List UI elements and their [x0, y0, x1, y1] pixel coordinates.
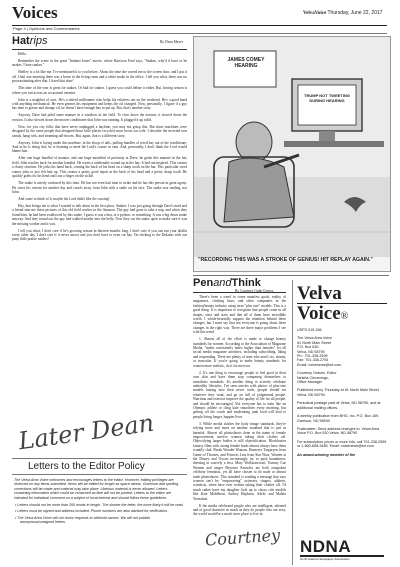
- penandthink-title: PenandThink: [193, 277, 261, 289]
- hatrips-title: Hatrips: [12, 35, 48, 47]
- sidebar-info: [297, 328, 387, 457]
- letters-body: [14, 478, 184, 527]
- hatrips-paragraph: The snake is utterly confused by this time. He has not even had time to strike and he has this person in great agony. He saves his venom for another day and crawls away from John with a smile on his face. The snake was smiling, not John.: [12, 181, 187, 194]
- sidebar-masthead: Velva Voice®: [297, 284, 387, 326]
- penandthink-byline: By Courtney Gube Graves: [235, 289, 274, 293]
- hatrips-paragraph: After one huge handful of manure, and one huge mouthful of profanity at Dave, he grabs this manure in the hay field. John reaches back for another handful. He wears a rattlesnake wound up in the hay. It had run inspired. This creates a chatty reaction. He jerks his hand back, coming the back of his head on a sharp tooth on the bar. This particular word comes john or just felt hair up. This creates a pretty good repair at the back of his head and a pretty sharp tooth. He quickly grabs for his head and cuts a finger on the sickle.: [12, 156, 187, 179]
- sidebar-address: The Velva Area Voice #1 North Main Street P.O. Box 630 Velva, ND 58790 Ph.: 701-338-2599 Fax: 701-338-2705 Email: voicenews@srt.com: [297, 336, 342, 367]
- page-label: Page 4 | Opinions and Commentaries: [13, 26, 80, 31]
- letters-bullet: • Letters must be signed and address included. Phone numbers are also advised for verification.: [15, 509, 168, 514]
- hatrips-paragraph: Remember the scene in the great "Indiana Jones" movie, where Harrison Ford says, "Snakes, why'd it have to be snakes. I hate snakes.": [12, 59, 187, 68]
- hatrips-byline: By Dean Meyer: [160, 40, 183, 44]
- sidebar-staff: Courtney Graves, Editor Neisha Clevenings, Office Manager: [297, 371, 337, 385]
- letters-title: Letters to the Editor Policy: [28, 461, 145, 472]
- cartoon-caption: "RECORDING THIS WAS A STROKE OF GENIUS! HIT REPLAY AGAIN.": [198, 257, 373, 263]
- hatrips-signature: Later Dean: [16, 408, 156, 456]
- hatrips-paragraph: John is a neighbor of ours. He's a retired millionaire who helps his relatives out on the weekend. He's a good hand with anything mechanical. He even greases his equipment and keeps the oil changed. Now, personally, I figure if a guy has time to grease and change oil, he doesn't have enough hay to put up. But, that's another story.: [12, 97, 187, 111]
- hatrips-paragraph: Now, for you city folks that have never unplugged a haybine, you may not grasp this. But those machines were designed by the same people that designed those little plastic recycled snow boots our wife. I describe the inverted iron canals, hang rods, and steaming tall-downs. But, again, that is a different story.: [12, 124, 187, 138]
- letters-intro: The Velva Area Voice welcomes and encourages letters to the editor. However, editing privileges are reserved on any items submitted. Items will be edited for length as space allows. Grammar and spelling corrections will be made and material may take place. Libelous material is never allowed. Letters containing information which could be construed as libel will not be printed. Letters to the editor are intended for individual comment on a subject of local interest and should follow these guidelines:: [14, 478, 179, 500]
- sidebar-usps: USPS 019-156: [297, 328, 322, 332]
- hatrips-paragraph: Anyway, Dave had piled some manure in a windrow in the field. To slow down the erosion, it slowed down the erosion. It also slowed down the mower conditioner that John was running. It plugged it up solid.: [12, 113, 187, 122]
- ndna-logo: [300, 538, 384, 560]
- hatrips-paragraph: And come to think of it, maybe the Lord didn't like the cussing!: [18, 196, 110, 201]
- hatrips-paragraph: I tell you what, I don't care if he's growing season in thirteen months long, I don't care if you can run your alfalfa every other day, I don't care if it never snows and you don't have to even cut hay. I'm sticking to the Dakotas with our puny little prairie rattlers!: [12, 228, 187, 242]
- sidebar-award: An award-winning member of the: [297, 452, 356, 457]
- penandthink-paragraph: 2. It's one thing to encourage people to feel good in their own skin and have them stop comparing themselves to unrealistic standards. It's another thing to actively celebrate unhealthy lifestyles. I've seen articles with photos of plus-size models touting how their never work, people should eat whatever they want, and go on full of judgmental people. Nutrition and exercise improve the quality of life for all people, and should be encouraged. Not everyone has to train like an Olympic athlete or cling kale smoothies every morning, but getting off the couch and moderating junk food will lead to people living longer, happier lives.: [193, 370, 286, 419]
- penandthink-paragraph: If the media celebrated people who are intelligent, talented and of good character as much as they do people who are sexy, the world would be a much nicer place to live in.: [193, 503, 286, 517]
- sidebar-weekly: A weekly publication from BHG, Inc. P.O. Box 169, Garrison, ND 58540: [297, 414, 380, 423]
- penandthink-paragraph: 3. While media slashes the body image standards, they're relying more and more on another standard that is just as harmful. Almost all photoshoots done in the name of female empowerment involve women taking their clothes off. Objectifying larger bodies is still objectification. Blockbuster fantasy films with strong female leads almost always have them scantily clad. Break Wonder Woman, Daenerys Targaryen from Game of Thrones, and Princess Leia from Star Wars. Women at the Disney and Oscars increasingly try to push boundaries, dressing in scarcely a first. Mary Wollstonecraft, Tommy Cue Women and singer Beyonce Knowles are both outspoken celebrity feminists, yet all have chosen to do nude or almost nude photoshoots. This standard is sending a message that says women can't be "empowering" actresses, singers, athletes, scientists, when have ever written taking their clothes off. I'd much rather have my daughter look up to classy role models like Kate Middleton, Audrey Hepburn, Adele, and Malala Yousafzai.: [193, 421, 286, 501]
- penandthink-paragraph: 1. Almost all of the effort is made to change beauty standards for women. According to the Association of Magazine Media, "males consistently index higher than females" for all social media magazine activities, including subscribing, liking and responding. There are plenty of men who aren't six, skinny, or muscular. If you're going to make beauty standards for women more realistic, do it for men too.: [193, 337, 286, 368]
- letters-bullet: • Letters should not be more than 350 words in length. The shorter the letter, the more likely it will be read.: [15, 503, 184, 508]
- hatrips-paragraph: Shelley is a lot like me. I've mentioned it to you before. About the time she waved me to the screen door, and I put it off. Until one morning there was a horse in the living room and a white snake in the office. I tell you what, there was no procrastinating after that. I fixed that door!: [12, 70, 187, 84]
- hatrips-paragraph: Hello.: [18, 52, 27, 56]
- hatrips-paragraph: This time of the year is great for snakes. Or bad for snakes. I guess you could define it either. But, having season is where you run across an occasional varmint.: [12, 86, 187, 95]
- hatrips-body: [12, 52, 187, 244]
- ndna-logo-text: NDNA: [300, 538, 384, 557]
- sidebar-published: Published every Thursday at #1 North Main Street Velva, ND 58790.: [297, 388, 379, 397]
- letters-bullet: • The Velva Area Voice will not honor requests to withhold names. We will not publish anonymous/unsigned letters.: [15, 515, 151, 525]
- sidebar-subscription: For subscription prices or more info, call 701-338-2599 or 1-800-658-3485. Email: voicenews@srt.com: [297, 439, 387, 449]
- editorial-cartoon: [193, 36, 391, 272]
- cartoon-drawing: [194, 37, 390, 257]
- ndna-logo-subtext: North Dakota Newspaper Association: [300, 557, 350, 561]
- sidebar-periodical: Periodical postage paid at Velva, ND 58790, and at additional mailing offices.: [297, 401, 381, 410]
- sidebar-postmaster: Postmaster: Send address changes to: Velva Area Voice P.O. Box 630 Velva, ND 58790: [297, 426, 380, 436]
- cartoon-sign-text: JAMES COMEY HEARING: [227, 57, 265, 69]
- penandthink-signature: Courtney: [204, 525, 281, 550]
- hatrips-paragraph: Anyway, John is laying under this machine, in the sloop of tails, pulling bundles of weed hay out of the conditioner. And as he is doing this, he is learning to meet the Lord's course in vain. And, personally, I don't think the Lord would blame him.: [12, 140, 187, 154]
- header-masthead: VelvaVoice Thursday, June 22, 2017: [303, 10, 383, 16]
- penandthink-body: [193, 295, 286, 519]
- hatrips-paragraph: Hey, that brings me to what I wanted to talk about in the first place. Snakes. I was just going through Dave's mail and a friend sent me these pictures of this old field worker in the Amazon. The guy had gone to take a nap, and when they found him, he had been swallowed by this snake. I guess it was a boa, or a python, or something. It was a big dawn snake anyway. And they found out the guy had walked nearby into the belly. Now they cut the snake open to make sure it was the missing worker and it was.: [12, 203, 187, 226]
- cartoon-tv-text: TRUMP NOT TWEETING DURING HEARING: [304, 93, 350, 103]
- section-title: Voices: [12, 3, 58, 22]
- penandthink-paragraph: There's been a trend to come manifest goals, reality of magazines, clothing lines, and other companies in the fashion/beauty industry using term "plus size" models. This is a good thing. It is important to recognize that people come in all shapes, sizes and sizes and that all of them have incredible worth. I whole-heartedly support the intention behind these changes, but I must say that not everyone is going about these changes in the right way. There are three major problems I see with this trend.: [193, 295, 286, 335]
